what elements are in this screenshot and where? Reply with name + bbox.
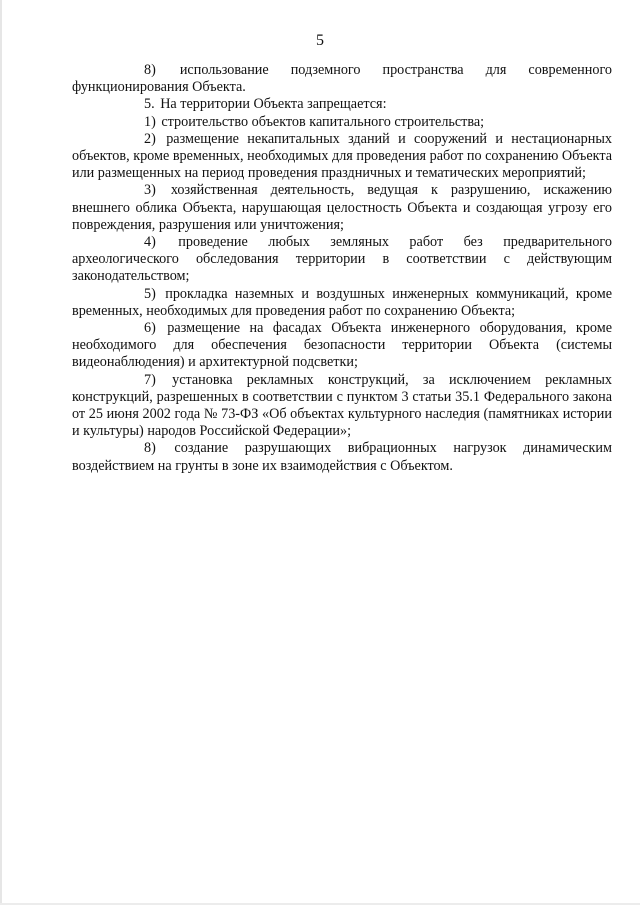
paragraph-number: 5.: [144, 96, 155, 113]
paragraph-number: 4): [144, 234, 156, 251]
paragraph-text: прокладка наземных и воздушных инженерных коммуникаций, кроме временных, необходимых для проведения работ по сохранению Объекта;: [72, 285, 612, 319]
paragraph-item-6: [72, 320, 612, 372]
paragraph-number: 5): [144, 285, 156, 302]
paragraph-item-8-vibration: [72, 440, 612, 474]
page-number: 5: [316, 32, 324, 49]
paragraph-text: использование подземного пространства для современного функционирования Объекта.: [72, 62, 613, 96]
document-body: [72, 62, 612, 475]
paragraph-text: размещение на фасадах Объекта инженерного оборудования, кроме необходимого для обеспечения безопасности территории Объекта (системы видеонаблюдения) и архитектурной подсветки;: [72, 320, 613, 371]
paragraph-text: На территории Объекта запрещается:: [160, 96, 387, 113]
scan-edge-left: [0, 0, 2, 905]
paragraph-item-4: [72, 234, 612, 286]
paragraph-number: 3): [144, 182, 156, 199]
paragraph-item-2: [72, 131, 612, 183]
paragraph-section-5-heading: [72, 96, 612, 113]
paragraph-item-1: [72, 114, 612, 131]
paragraph-item-3: [72, 182, 612, 234]
paragraph-item-5: [72, 286, 612, 320]
paragraph-text: создание разрушающих вибрационных нагрузок динамическим воздействием на грунты в зоне их взаимодействия с Объектом.: [72, 440, 612, 474]
paragraph-number: 1): [144, 113, 156, 130]
paragraph-text: хозяйственная деятельность, ведущая к разрушению, искажению внешнего облика Объекта, нарушающая целостность Объекта и создающая угрозу его повреждения, разрушения или уничтожения;: [72, 182, 613, 233]
paragraph-number: 6): [144, 320, 156, 337]
paragraph-text: размещение некапитальных зданий и сооружений и нестационарных объектов, кроме временных, необходимых для проведения работ по сохранению Объекта или размещенных на период проведения праздничных и тематических мероприятий;: [72, 130, 612, 182]
paragraph-text: строительство объектов капитального строительства;: [161, 113, 485, 130]
paragraph-item-7: [72, 372, 612, 441]
paragraph-number: 7): [144, 371, 156, 388]
paragraph-number: 8): [144, 440, 156, 457]
paragraph-text: проведение любых земляных работ без предварительного археологического обследования территории в соответствии с действующим законодательством;: [72, 234, 612, 285]
paragraph-number: 2): [144, 130, 156, 147]
paragraph-number: 8): [144, 62, 156, 78]
paragraph-text: установка рекламных конструкций, за исключением рекламных конструкций, разрешенных в соответствии с пунктом 3 статьи 35.1 Федерального закона от 25 июня 2002 года № 73-ФЗ «Об объектах культурного наследия (памятниках истории и культуры) народов Российской Федерации»;: [72, 371, 612, 440]
paragraph-item-8-usage: [72, 62, 612, 96]
